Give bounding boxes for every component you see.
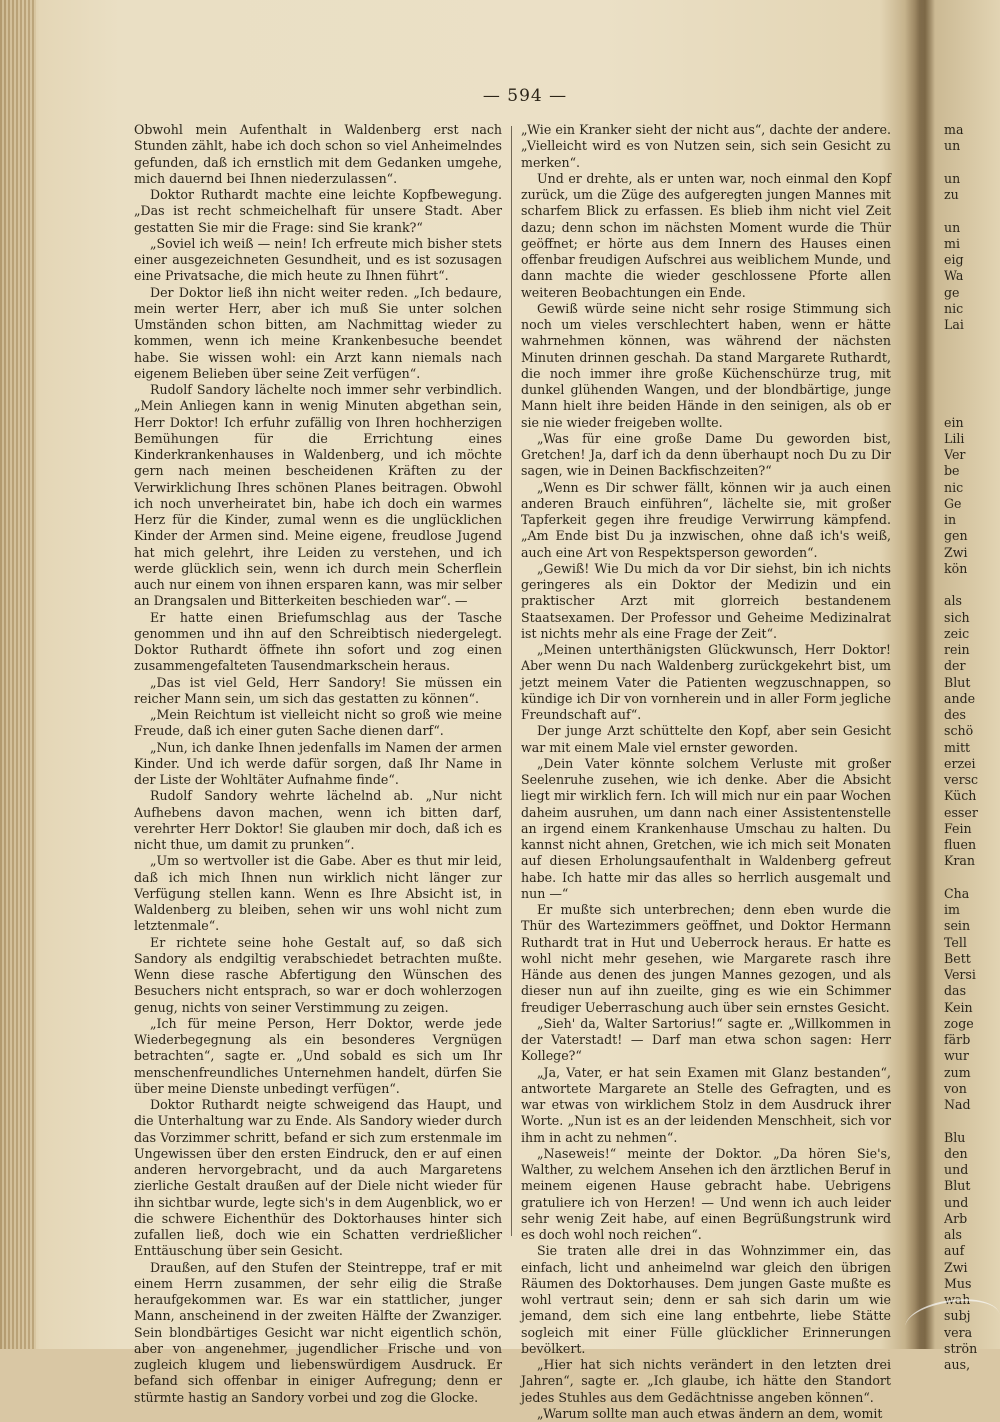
fragment-line: un: [944, 138, 961, 154]
fragment-line: fluen: [944, 837, 977, 852]
fragment-line: [944, 577, 1000, 593]
fragment-line: das: [944, 983, 967, 999]
paragraph: „Sieh' da, Walter Sartorius!“ sagte er. „Willkommen in der Vaterstadt! — Darf man etwa schon sagen: Herr Kollege?“: [521, 1015, 891, 1064]
fragment-line: Mus: [944, 1275, 972, 1291]
fragment-line: [944, 398, 1000, 414]
left-text-column: [134, 122, 502, 1406]
paragraph: „Wenn es Dir schwer fällt, können wir ja auch einen anderen Brauch einführen“, lächelte sie, mit großer Tapferkeit gegen ihre freudige Verwirrung kämpfend. „Am Ende bist Du ja inzwischen, ohne daß ich's weiß, auch eine Art von Respektsperson geworden“.: [521, 479, 891, 560]
fragment-line: wah: [944, 1292, 971, 1307]
fragment-line: eig: [944, 252, 964, 267]
paragraph: Rudolf Sandory lächelte noch immer sehr verbindlich. „Mein Anliegen kann in wenig Minuten abgethan sein, Herr Doktor! Ich erfuhr zufällig von Ihren hochherzigen Bemühungen für die Errichtung eines Kinderkrankenhauses in Waldenberg, und ich möchte gern nach meinen bescheidenen Kräften zu der Verwirklichung Ihres schönen Planes beitragen. Obwohl ich noch unverheiratet bin, habe ich doch ein warmes Herz für die Kinder, zumal wenn es die unglücklichen Kinder der Armen sind. Meine eigene, freudlose Jugend hat mich gelehrt, ihre Leiden zu verstehen, und ich werde glücklich sein, wenn ich durch mein Scherflein auch nur einem von ihnen ersparen kann, was mir selber an Drangsalen und Bitterkeiten beschieden war“. —: [134, 382, 502, 609]
fragment-line: zoge: [944, 1015, 974, 1031]
fragment-line: Fein: [944, 820, 972, 836]
paragraph: Er richtete seine hohe Gestalt auf, so daß sich Sandory als endgiltig verabschiedet betrachten mußte. Wenn diese rasche Abfertigung den Wünschen des Besuchers nicht entsprach, so war er doch wohlerzogen genug, nichts von seiner Verstimmung zu zeigen.: [134, 934, 502, 1015]
paragraph: Draußen, auf den Stufen der Steintreppe, traf er mit einem Herrn zusammen, der sehr eilig die Straße heraufgekommen war. Es war ein stattlicher, junger Mann, anscheinend in der zweiten Hälfte der Zwanziger. Sein blondbärtiges Gesicht war nicht eigentlich schön, aber von angenehmer, jugendlicher Frische und von zugleich klugem und liebenswürdigem Ausdruck. Er befand sich offenbar in einiger Aufregung; denn er stürmte hastig an Sandory vorbei und zog die Glocke.: [134, 1259, 502, 1405]
paragraph: „Das ist viel Geld, Herr Sandory! Sie müssen ein reicher Mann sein, um sich das gestatten zu können“.: [134, 674, 502, 706]
fragment-line: versc: [944, 772, 979, 787]
column-divider: [511, 126, 512, 1236]
fragment-line: wur: [944, 1048, 969, 1064]
fragment-line: Arb: [944, 1210, 968, 1226]
fragment-line: gen: [944, 528, 968, 544]
fragment-line: [944, 155, 1000, 171]
fragment-line: Kran: [944, 853, 976, 869]
fragment-line: ge: [944, 284, 960, 300]
fragment-line: Ge: [944, 495, 962, 511]
fragment-line: Bett: [944, 950, 971, 966]
paragraph: Sie traten alle drei in das Wohnzimmer ein, das einfach, licht und anheimelnd war gleich den übrigen Räumen des Doktorhauses. Dem jungen Gaste mußte es wohl vertraut sein; denn er sah sich darin um wie jemand, dem sich eine lang entbehrte, liebe Stätte sogleich mit einer Fülle glücklicher Erinnerungen bevölkert.: [521, 1243, 891, 1356]
fragment-line: Wa: [944, 268, 964, 284]
fragment-line: [944, 333, 1000, 349]
paragraph: „Was für eine große Dame Du geworden bist, Gretchen! Ja, darf ich da denn überhaupt noch Du zu Dir sagen, wie in Deinen Backfischzeiten?“: [521, 430, 891, 479]
fragment-line: aus,: [944, 1357, 971, 1372]
paragraph: Doktor Ruthardt neigte schweigend das Haupt, und die Unterhaltung war zu Ende. Als Sandory wieder durch das Vorzimmer schritt, befand er sich zum erstenmale im Ungewissen über den ersten Eindruck, den er auf einen anderen hervorgebracht, und da auch Margaretens zierliche Gestalt draußen auf der Diele nicht wieder für ihn sichtbar wurde, legte sich's in dem Augenblick, wo er die schwere Eichenthür des Doktorhauses hinter sich zufallen ließ, doch wie ein Schatten verdrießlicher Enttäuschung über sein Gesicht.: [134, 1097, 502, 1259]
fragment-line: kön: [944, 560, 968, 576]
fragment-line: der: [944, 658, 966, 674]
paragraph: Er mußte sich unterbrechen; denn eben wurde die Thür des Wartezimmers geöffnet, und Doktor Hermann Ruthardt trat in Hut und Ueberrock heraus. Er hatte es wohl nicht mehr gesehen, wie Margarete rasch ihre Hände aus denen des jungen Mannes gezogen, und als dieser nun auf ihn zueilte, ging es wie ein Schimmer freudiger Ueberraschung auch über sein ernstes Gesicht.: [521, 902, 891, 1015]
fragment-line: rein: [944, 642, 970, 657]
fragment-line: be: [944, 463, 960, 479]
paragraph: „Wie ein Kranker sieht der nicht aus“, dachte der andere. „Vielleicht wird es von Nutzen sein, sich sein Gesicht zu merken“.: [521, 122, 891, 170]
fragment-line: un: [944, 170, 961, 186]
fragment-line: [944, 382, 1000, 398]
paragraph: „Ja, Vater, er hat sein Examen mit Glanz bestanden“, antwortete Margarete an Stelle des Gefragten, und es war etwas von wirklichem Stolz in dem Ausdruck ihrer Worte. „Nun ist es an der leidenden Menschheit, sich vor ihm in acht zu nehmen“.: [521, 1064, 891, 1145]
page-number: — 594 —: [482, 86, 568, 106]
fragment-line: des: [944, 707, 966, 722]
page-stack-edge: [0, 0, 36, 1349]
fragment-line: nic: [944, 479, 964, 495]
fragment-line: Lili: [944, 430, 965, 446]
fragment-line: [944, 350, 1000, 366]
fragment-line: zu: [944, 187, 959, 202]
paragraph: Und er drehte, als er unten war, noch einmal den Kopf zurück, um die Züge des aufgeregten jungen Mannes mit scharfem Blick zu erfassen. Es blieb ihm nicht viel Zeit dazu; denn schon im nächsten Moment wurde die Thür geöffnet; er hörte aus dem Innern des Hauses einen offenbar freudigen Aufschrei aus weiblichem Munde, und dann machte die wieder geschlossene Pforte allen weiteren Beobachtungen ein Ende.: [521, 170, 891, 300]
fragment-line: in: [944, 512, 957, 527]
adjacent-page-fragment: [944, 122, 1000, 1373]
fragment-line: sein: [944, 918, 971, 934]
paragraph: „Mein Reichtum ist vielleicht nicht so groß wie meine Freude, daß ich einer guten Sache dienen darf“.: [134, 707, 502, 739]
fragment-line: Versi: [944, 967, 976, 982]
fragment-line: schö: [944, 723, 974, 739]
fragment-line: Blu: [944, 1129, 966, 1145]
paragraph: Der Doktor ließ ihn nicht weiter reden. „Ich bedaure, mein werter Herr, aber ich muß Sie unter solchen Umständen schon bitten, am Nachmittag wieder zu kommen, wenn ich meine Krankenbesuche beendet habe. Sie wissen wohl: ein Arzt kann niemals nach eigenem Belieben über seine Zeit verfügen“.: [134, 284, 502, 381]
fragment-line: sich: [944, 609, 970, 625]
fragment-line: mi: [944, 235, 960, 251]
fragment-line: Ver: [944, 447, 966, 462]
fragment-line: [944, 870, 1000, 886]
paragraph: Gewiß würde seine nicht sehr rosige Stimmung sich noch um vieles verschlechtert haben, wenn er hätte wahrnehmen können, was während der nächsten Minuten drinnen geschah. Da stand Margarete Ruthardt, die noch immer ihre große Küchenschürze trug, mit dunkel glühenden Wangen, und der blondbärtige, junge Mann hielt ihre beiden Hände in den seinigen, als ob er sie nie wieder freigeben wollte.: [521, 300, 891, 430]
paragraph: Obwohl mein Aufenthalt in Waldenberg erst nach Stunden zählt, habe ich doch schon so viel Anheimelndes gefunden, daß ich ernstlich mit dem Gedanken umgehe, mich dauernd bei Ihnen niederzulassen“.: [134, 122, 502, 186]
fragment-line: und: [944, 1162, 969, 1177]
paragraph: „Naseweis!“ meinte der Doktor. „Da hören Sie's, Walther, zu welchem Ansehen ich den ärztlichen Beruf in meinem eigenen Hause gebracht habe. Uebrigens gratuliere ich von Herzen! — Und wenn ich auch leider sehr wenig Zeit habe, auf einen Begrüßungstrunk wird es doch wohl noch reichen“.: [521, 1145, 891, 1242]
paragraph: „Dein Vater könnte solchem Verluste mit großer Seelenruhe zusehen, wie ich denke. Aber die Absicht liegt mir wirklich fern. Ich will mich nur ein paar Wochen daheim ausruhen, um dann nach einer Assistentenstelle an irgend einem Krankenhause Umschau zu halten. Du kannst nicht ahnen, Gretchen, wie ich mich seit Monaten auf diesen Erholungsaufenthalt in Waldenberg gefreut habe. Ich hatte mir das alles so herrlich ausgemalt und nun —“: [521, 755, 891, 901]
fragment-line: Blut: [944, 674, 971, 690]
paragraph: „Ich für meine Person, Herr Doktor, werde jede Wiederbegegnung als ein besonderes Vergnügen betrachten“, sagte er. „Und sobald es sich um Ihr menschenfreundliches Unternehmen handelt, dürfen Sie über meine Dienste unbedingt verfügen“.: [134, 1015, 502, 1096]
fragment-line: Lai: [944, 317, 964, 332]
fragment-line: subj: [944, 1308, 971, 1324]
fragment-line: nic: [944, 300, 964, 316]
fragment-line: vera: [944, 1324, 973, 1340]
fragment-line: und: [944, 1194, 969, 1210]
paragraph: „Soviel ich weiß — nein! Ich erfreute mich bisher stets einer ausgezeichneten Gesundheit, und es ist sozusagen eine Privatsache, die mich heute zu Ihnen führt“.: [134, 235, 502, 284]
paragraph: Der junge Arzt schüttelte den Kopf, aber sein Gesicht war mit einem Male viel ernster geworden.: [521, 723, 891, 755]
fragment-line: un: [944, 219, 961, 235]
fragment-line: Cha: [944, 885, 970, 901]
fragment-line: als: [944, 1227, 962, 1242]
fragment-line: [944, 1113, 1000, 1129]
fragment-line: Kein: [944, 999, 973, 1015]
fragment-line: den: [944, 1145, 968, 1161]
fragment-line: mitt: [944, 739, 971, 755]
right-text-column: [521, 122, 891, 1422]
fragment-line: Blut: [944, 1178, 971, 1194]
fragment-line: als: [944, 593, 962, 609]
fragment-line: ein: [944, 414, 964, 430]
paragraph: „Hier hat sich nichts verändert in den letzten drei Jahren“, sagte er. „Ich glaube, ich hätte den Standort jedes Stuhles aus dem Gedächtnisse angeben können“.: [521, 1357, 891, 1405]
fragment-line: zeic: [944, 625, 970, 641]
fragment-line: Zwi: [944, 1259, 968, 1275]
fragment-line: zum: [944, 1064, 971, 1080]
paragraph: „Meinen unterthänigsten Glückwunsch, Herr Doktor! Aber wenn Du nach Waldenberg zurückgekehrt bist, um jetzt meinem Vater die Patienten wegzuschnappen, so kündige ich Dir von vornherein und in aller Form jegliche Freundschaft auf“.: [521, 642, 891, 722]
paragraph: „Gewiß! Wie Du mich da vor Dir siehst, bin ich nichts geringeres als ein Doktor der Medizin und ein praktischer Arzt mit glorreich bestandenem Staatsexamen. Der Professor und Geheime Medizinalrat ist nichts mehr als eine Frage der Zeit“.: [521, 560, 891, 641]
paragraph: Doktor Ruthardt machte eine leichte Kopfbewegung. „Das ist recht schmeichelhaft für unsere Stadt. Aber gestatten Sie mir die Frage: sind Sie krank?“: [134, 187, 502, 235]
fragment-line: Tell: [944, 934, 967, 950]
fragment-line: Nad: [944, 1097, 971, 1112]
paragraph: „Nun, ich danke Ihnen jedenfalls im Namen der armen Kinder. Und ich werde dafür sorgen, daß Ihr Name in der Liste der Wohltäter Aufnahme finde“.: [134, 739, 502, 787]
fragment-line: [944, 366, 1000, 382]
fragment-line: Küch: [944, 788, 977, 804]
paragraph: Er hatte einen Briefumschlag aus der Tasche genommen und ihn auf den Schreibtisch niedergelegt. Doktor Ruthardt öffnete ihn sofort und zog einen zusammengefalteten Tausendmarkschein heraus.: [134, 609, 502, 674]
fragment-line: esser: [944, 804, 978, 820]
fragment-line: von: [944, 1080, 967, 1096]
fragment-line: erzei: [944, 755, 976, 771]
paragraph: „Warum sollte man auch etwas ändern an dem, womit: [537, 1405, 883, 1421]
fragment-line: im: [944, 902, 960, 917]
fragment-line: auf: [944, 1243, 965, 1259]
fragment-line: [944, 203, 1000, 219]
fragment-line: strön: [944, 1340, 978, 1356]
fragment-line: ma: [944, 122, 964, 137]
fragment-line: ande: [944, 690, 976, 706]
fragment-line: Zwi: [944, 544, 968, 560]
paragraph: „Um so wertvoller ist die Gabe. Aber es thut mir leid, daß ich mich Ihnen nun wirklich nicht länger zur Verfügung stellen kann. Wenn es Ihre Absicht ist, in Waldenberg zu bleiben, sehen wir uns wohl nicht zum letztenmale“.: [134, 853, 502, 934]
fragment-line: färb: [944, 1032, 971, 1047]
book-spine-shadow: [905, 0, 935, 1349]
paragraph: Rudolf Sandory wehrte lächelnd ab. „Nur nicht Aufhebens davon machen, wenn ich bitten darf, verehrter Herr Doktor! Sie glauben mir doch, daß ich es nicht thue, um damit zu prunken“.: [134, 788, 502, 852]
